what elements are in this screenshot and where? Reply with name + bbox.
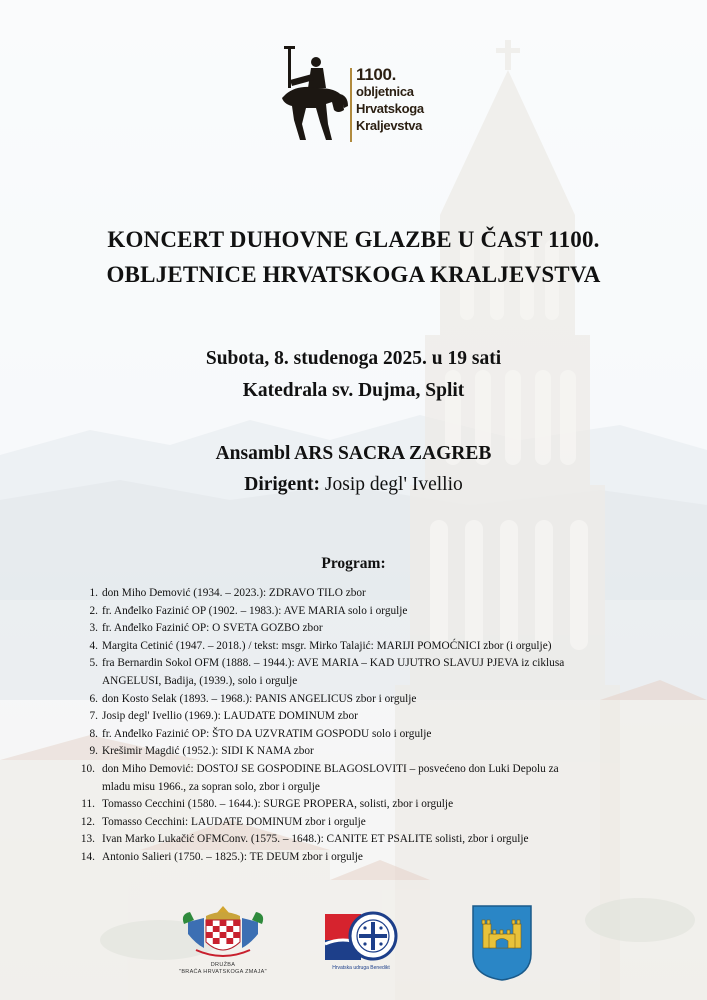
ensemble-line [0, 438, 707, 469]
logo-line-3: Kraljevstva [356, 118, 423, 133]
program-item-text: don Miho Demović: DOSTOJ SE GOSPODINE BLAGOSLOVITI – posvećeno don Luki Depolu za [102, 762, 559, 775]
program-item [86, 620, 626, 638]
druzba-caption [176, 962, 270, 976]
program-item [86, 603, 626, 621]
ensemble-info [0, 438, 707, 500]
program-item-number: 9. [89, 745, 98, 758]
program-item-number: 1. [89, 587, 98, 599]
program-item [86, 655, 626, 690]
program-item-text: don Kosto Selak (1893. – 1968.): PANIS ANGELICUS zbor i orgulje [102, 692, 417, 705]
program-item [86, 638, 626, 656]
program-item-text: Margita Cetinić (1947. – 2018.) / tekst: msgr. Mirko Talajić: MARIJI POMOĆNICI zbor (i orgulje) [102, 639, 552, 652]
program-item [80, 814, 626, 832]
program-item-number: 3. [89, 622, 98, 635]
program-item-number: 13. [80, 833, 95, 846]
logo-line-2: Hrvatskoga [356, 101, 424, 116]
program-item-text: Antonio Salieri (1750. – 1825.): TE DEUM zbor i orgulje [102, 850, 363, 863]
program-item-number: 14. [80, 850, 95, 863]
druzba-logo [176, 904, 270, 982]
benedikt-caption: Hrvatska udruga Benedikt [332, 965, 390, 971]
program-item-text: fr. Anđelko Fazinić OP: O SVETA GOZBO zbor [102, 622, 323, 635]
program-item-number: 7. [89, 710, 98, 723]
benedikt-logo [323, 910, 399, 980]
program-item [86, 585, 626, 603]
title-line-1: KONCERT DUHOVNE GLAZBE U ČAST 1100. [107, 227, 600, 252]
program-item [81, 796, 626, 814]
split-city-crest-icon [471, 904, 533, 982]
program-item-text: Ivan Marko Lukačić OFMConv. (1575. – 1648.): CANITE ET PSALITE solisti, zbor i orgulje [102, 833, 529, 846]
program-item [86, 726, 626, 744]
program-item [86, 743, 626, 761]
event-date: Subota, 8. studenoga 2025. u 19 sati [205, 348, 502, 369]
program-item-text: Josip degl' Ivellio (1969.): LAUDATE DOMINUM zbor [102, 710, 358, 723]
anniversary-logo [278, 44, 438, 146]
logo-divider [350, 68, 352, 142]
sponsor-logos [0, 904, 707, 984]
program-item-text: fra Bernardin Sokol OFM (1888. – 1944.): AVE MARIA – KAD UJUTRO SLAVUJ PJEVA iz ciklusa [102, 657, 565, 670]
logo-line-1: obljetnica [356, 84, 414, 99]
event-info [0, 343, 707, 407]
program-item-text: Tomasso Cecchini (1580. – 1644.): SURGE PROPERA, solisti, zbor i orgulje [102, 798, 454, 811]
program-item [80, 761, 626, 796]
program-item-text: fr. Anđelko Fazinić OP: ŠTO DA UZVRATIM GOSPODU solo i orgulje [102, 727, 432, 740]
program-item-text: Krešimir Magdić (1952.): SIDI K NAMA zbor [102, 745, 314, 758]
program-list [80, 585, 626, 867]
benedictine-medal-icon [323, 910, 399, 964]
program-item [86, 708, 626, 726]
event-venue: Katedrala sv. Dujma, Split [242, 380, 465, 401]
king-on-horse-icon [278, 44, 350, 146]
program-item-text: Tomasso Cecchini: LAUDATE DOMINUM zbor i orgulje [102, 815, 366, 828]
ensemble-prefix: Ansambl [215, 443, 295, 464]
program-item [86, 691, 626, 709]
druzba-caption-line-1: DRUŽBA [210, 962, 236, 968]
program-item-number: 10. [80, 762, 95, 775]
coat-of-arms-icon [176, 904, 270, 960]
program-item [80, 831, 626, 849]
program-item-text: don Miho Demović (1934. – 2023.): ZDRAVO TILO zbor [102, 587, 366, 599]
conductor-name: Josip degl' Ivellio [320, 474, 463, 495]
program-item-text: fr. Anđelko Fazinić OP (1902. – 1983.): AVE MARIA solo i orgulje [102, 604, 408, 617]
program-item-number: 4. [89, 639, 98, 652]
conductor-label: Dirigent: [244, 474, 321, 495]
logo-year: 1100. [356, 65, 397, 84]
split-crest-logo [471, 904, 533, 982]
program-item-number: 11. [81, 798, 95, 811]
program-item [80, 849, 626, 867]
concert-title [0, 222, 707, 292]
program-item-number: 5. [89, 657, 98, 670]
title-line-2: OBLJETNICE HRVATSKOGA KRALJEVSTVA [106, 262, 601, 287]
ensemble-name: ARS SACRA ZAGREB [294, 443, 492, 464]
druzba-caption-line-2: "BRAĆA HRVATSKOGA ZMAJA" [179, 969, 267, 975]
program-heading: Program: [321, 555, 386, 572]
conductor-line [0, 469, 707, 500]
program-item-number: 8. [89, 727, 98, 740]
logo-text [356, 66, 424, 134]
program-item-continuation: mladu misu 1966., za sopran solo, zbor i orgulje [102, 780, 320, 793]
program-item-number: 2. [89, 604, 98, 617]
program-item-continuation: ANGELUSI, Badija, (1939.), solo i orgulje [102, 674, 298, 687]
program-item-number: 12. [80, 815, 95, 828]
program-item-number: 6. [89, 692, 98, 705]
